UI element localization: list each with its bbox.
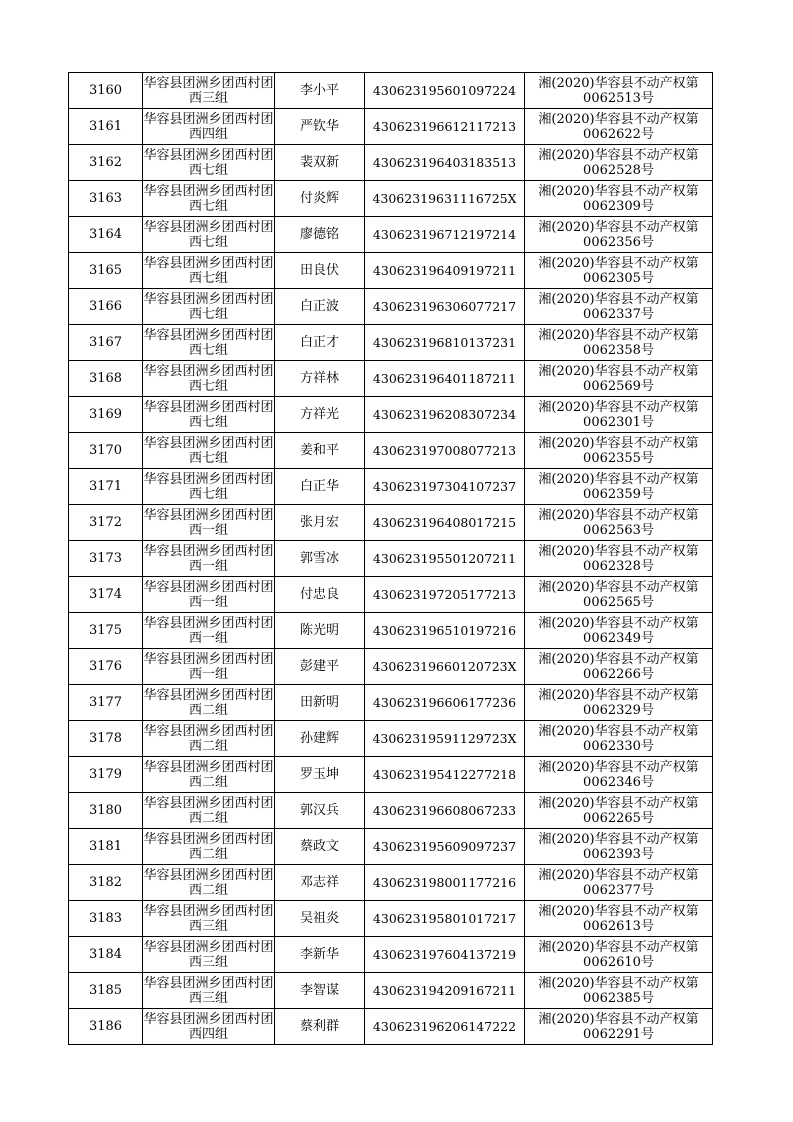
row-number-cell: 3167	[69, 325, 143, 361]
id-number-cell: 43062319591129723X	[365, 721, 525, 757]
table-row	[69, 865, 713, 901]
certificate-cell	[525, 829, 713, 865]
owner-name-cell: 邓志祥	[275, 865, 365, 901]
table-row	[69, 613, 713, 649]
row-number-cell: 3184	[69, 937, 143, 973]
row-number-cell: 3179	[69, 757, 143, 793]
address-cell: 华容县团洲乡团西村团西七组	[143, 361, 275, 397]
id-number-cell: 430623196206147222	[365, 1009, 525, 1045]
certificate-number: 0062291号	[583, 1026, 654, 1042]
address-cell: 华容县团洲乡团西村团西二组	[143, 829, 275, 865]
address-cell: 华容县团洲乡团西村团西七组	[143, 181, 275, 217]
certificate-cell	[525, 433, 713, 469]
certificate-prefix: 湘(2020)华容县不动产权第	[538, 399, 699, 415]
address-cell: 华容县团洲乡团西村团西二组	[143, 685, 275, 721]
certificate-number: 0062328号	[583, 558, 654, 574]
certificate-prefix: 湘(2020)华容县不动产权第	[538, 111, 699, 127]
row-number-cell: 3186	[69, 1009, 143, 1045]
certificate-prefix: 湘(2020)华容县不动产权第	[538, 147, 699, 163]
certificate-number: 0062305号	[583, 270, 654, 286]
table-row	[69, 253, 713, 289]
certificate-prefix: 湘(2020)华容县不动产权第	[538, 471, 699, 487]
certificate-cell	[525, 901, 713, 937]
id-number-cell: 430623197304107237	[365, 469, 525, 505]
table-row	[69, 721, 713, 757]
certificate-prefix: 湘(2020)华容县不动产权第	[538, 867, 699, 883]
certificate-number: 0062393号	[583, 846, 654, 862]
registry-table-body	[69, 73, 713, 1045]
table-row	[69, 505, 713, 541]
owner-name-cell: 李智谋	[275, 973, 365, 1009]
certificate-cell	[525, 181, 713, 217]
table-row	[69, 73, 713, 109]
certificate-number: 0062356号	[583, 234, 654, 250]
owner-name-cell: 田良伏	[275, 253, 365, 289]
registry-table-container	[68, 72, 712, 1045]
id-number-cell: 430623196712197214	[365, 217, 525, 253]
certificate-cell	[525, 289, 713, 325]
address-cell: 华容县团洲乡团西村团西三组	[143, 901, 275, 937]
id-number-cell: 430623196401187211	[365, 361, 525, 397]
certificate-number: 0062528号	[583, 162, 654, 178]
certificate-number: 0062622号	[583, 126, 654, 142]
table-row	[69, 469, 713, 505]
certificate-cell	[525, 685, 713, 721]
id-number-cell: 430623194209167211	[365, 973, 525, 1009]
certificate-cell	[525, 469, 713, 505]
certificate-prefix: 湘(2020)华容县不动产权第	[538, 795, 699, 811]
certificate-cell	[525, 217, 713, 253]
table-row	[69, 577, 713, 613]
owner-name-cell: 郭汉兵	[275, 793, 365, 829]
address-cell: 华容县团洲乡团西村团西七组	[143, 253, 275, 289]
row-number-cell: 3172	[69, 505, 143, 541]
certificate-number: 0062563号	[583, 522, 654, 538]
table-row	[69, 829, 713, 865]
address-cell: 华容县团洲乡团西村团西七组	[143, 289, 275, 325]
certificate-cell	[525, 757, 713, 793]
table-row	[69, 541, 713, 577]
owner-name-cell: 姜和平	[275, 433, 365, 469]
address-cell: 华容县团洲乡团西村团西四组	[143, 1009, 275, 1045]
id-number-cell: 430623197205177213	[365, 577, 525, 613]
row-number-cell: 3163	[69, 181, 143, 217]
certificate-prefix: 湘(2020)华容县不动产权第	[538, 219, 699, 235]
row-number-cell: 3180	[69, 793, 143, 829]
address-cell: 华容县团洲乡团西村团西三组	[143, 937, 275, 973]
owner-name-cell: 张月宏	[275, 505, 365, 541]
row-number-cell: 3173	[69, 541, 143, 577]
owner-name-cell: 李小平	[275, 73, 365, 109]
row-number-cell: 3185	[69, 973, 143, 1009]
certificate-prefix: 湘(2020)华容县不动产权第	[538, 291, 699, 307]
id-number-cell: 430623195501207211	[365, 541, 525, 577]
owner-name-cell: 陈光明	[275, 613, 365, 649]
certificate-prefix: 湘(2020)华容县不动产权第	[538, 687, 699, 703]
table-row	[69, 433, 713, 469]
owner-name-cell: 蔡利群	[275, 1009, 365, 1045]
certificate-cell	[525, 397, 713, 433]
certificate-number: 0062265号	[583, 810, 654, 826]
id-number-cell: 430623197008077213	[365, 433, 525, 469]
row-number-cell: 3182	[69, 865, 143, 901]
certificate-cell	[525, 721, 713, 757]
certificate-prefix: 湘(2020)华容县不动产权第	[538, 75, 699, 91]
address-cell: 华容县团洲乡团西村团西七组	[143, 397, 275, 433]
certificate-prefix: 湘(2020)华容县不动产权第	[538, 831, 699, 847]
certificate-cell	[525, 145, 713, 181]
certificate-cell	[525, 649, 713, 685]
address-cell: 华容县团洲乡团西村团西一组	[143, 649, 275, 685]
row-number-cell: 3174	[69, 577, 143, 613]
owner-name-cell: 孙建辉	[275, 721, 365, 757]
id-number-cell: 430623195412277218	[365, 757, 525, 793]
certificate-cell	[525, 361, 713, 397]
certificate-number: 0062330号	[583, 738, 654, 754]
owner-name-cell: 付忠良	[275, 577, 365, 613]
certificate-number: 0062301号	[583, 414, 654, 430]
id-number-cell: 430623196403183513	[365, 145, 525, 181]
row-number-cell: 3162	[69, 145, 143, 181]
address-cell: 华容县团洲乡团西村团西一组	[143, 505, 275, 541]
certificate-prefix: 湘(2020)华容县不动产权第	[538, 1011, 699, 1027]
table-row	[69, 649, 713, 685]
certificate-prefix: 湘(2020)华容县不动产权第	[538, 651, 699, 667]
table-row	[69, 757, 713, 793]
owner-name-cell: 吴祖炎	[275, 901, 365, 937]
address-cell: 华容县团洲乡团西村团西三组	[143, 973, 275, 1009]
row-number-cell: 3175	[69, 613, 143, 649]
certificate-number: 0062309号	[583, 198, 654, 214]
address-cell: 华容县团洲乡团西村团西一组	[143, 577, 275, 613]
certificate-cell	[525, 325, 713, 361]
owner-name-cell: 李新华	[275, 937, 365, 973]
certificate-number: 0062329号	[583, 702, 654, 718]
owner-name-cell: 白正才	[275, 325, 365, 361]
id-number-cell: 430623196606177236	[365, 685, 525, 721]
id-number-cell: 43062319660120723X	[365, 649, 525, 685]
certificate-cell	[525, 793, 713, 829]
table-row	[69, 325, 713, 361]
owner-name-cell: 方祥光	[275, 397, 365, 433]
address-cell: 华容县团洲乡团西村团西二组	[143, 865, 275, 901]
row-number-cell: 3183	[69, 901, 143, 937]
certificate-prefix: 湘(2020)华容县不动产权第	[538, 615, 699, 631]
address-cell: 华容县团洲乡团西村团西七组	[143, 325, 275, 361]
id-number-cell: 430623195601097224	[365, 73, 525, 109]
certificate-prefix: 湘(2020)华容县不动产权第	[538, 435, 699, 451]
certificate-prefix: 湘(2020)华容县不动产权第	[538, 327, 699, 343]
owner-name-cell: 彭建平	[275, 649, 365, 685]
certificate-cell	[525, 577, 713, 613]
owner-name-cell: 方祥林	[275, 361, 365, 397]
table-row	[69, 937, 713, 973]
address-cell: 华容县团洲乡团西村团西二组	[143, 757, 275, 793]
registry-table	[68, 72, 713, 1045]
row-number-cell: 3176	[69, 649, 143, 685]
certificate-prefix: 湘(2020)华容县不动产权第	[538, 759, 699, 775]
certificate-number: 0062569号	[583, 378, 654, 394]
certificate-number: 0062358号	[583, 342, 654, 358]
id-number-cell: 430623195801017217	[365, 901, 525, 937]
id-number-cell: 430623197604137219	[365, 937, 525, 973]
id-number-cell: 430623195609097237	[365, 829, 525, 865]
certificate-prefix: 湘(2020)华容县不动产权第	[538, 939, 699, 955]
certificate-number: 0062266号	[583, 666, 654, 682]
table-row	[69, 793, 713, 829]
certificate-prefix: 湘(2020)华容县不动产权第	[538, 903, 699, 919]
certificate-number: 0062613号	[583, 918, 654, 934]
table-row	[69, 289, 713, 325]
certificate-prefix: 湘(2020)华容县不动产权第	[538, 183, 699, 199]
row-number-cell: 3161	[69, 109, 143, 145]
certificate-cell	[525, 73, 713, 109]
certificate-prefix: 湘(2020)华容县不动产权第	[538, 723, 699, 739]
id-number-cell: 430623196408017215	[365, 505, 525, 541]
certificate-prefix: 湘(2020)华容县不动产权第	[538, 363, 699, 379]
owner-name-cell: 田新明	[275, 685, 365, 721]
certificate-cell	[525, 1009, 713, 1045]
address-cell: 华容县团洲乡团西村团西四组	[143, 109, 275, 145]
table-row	[69, 973, 713, 1009]
certificate-cell	[525, 541, 713, 577]
owner-name-cell: 付炎辉	[275, 181, 365, 217]
row-number-cell: 3165	[69, 253, 143, 289]
certificate-cell	[525, 613, 713, 649]
address-cell: 华容县团洲乡团西村团西二组	[143, 721, 275, 757]
certificate-number: 0062513号	[583, 90, 654, 106]
row-number-cell: 3178	[69, 721, 143, 757]
certificate-cell	[525, 937, 713, 973]
certificate-cell	[525, 253, 713, 289]
owner-name-cell: 蔡政文	[275, 829, 365, 865]
row-number-cell: 3168	[69, 361, 143, 397]
id-number-cell: 430623196612117213	[365, 109, 525, 145]
id-number-cell: 430623196306077217	[365, 289, 525, 325]
table-row	[69, 145, 713, 181]
table-row	[69, 217, 713, 253]
certificate-number: 0062355号	[583, 450, 654, 466]
owner-name-cell: 裴双新	[275, 145, 365, 181]
table-row	[69, 361, 713, 397]
certificate-prefix: 湘(2020)华容县不动产权第	[538, 975, 699, 991]
address-cell: 华容县团洲乡团西村团西七组	[143, 145, 275, 181]
certificate-cell	[525, 973, 713, 1009]
table-row	[69, 397, 713, 433]
row-number-cell: 3166	[69, 289, 143, 325]
row-number-cell: 3177	[69, 685, 143, 721]
table-row	[69, 1009, 713, 1045]
certificate-number: 0062349号	[583, 630, 654, 646]
row-number-cell: 3181	[69, 829, 143, 865]
row-number-cell: 3169	[69, 397, 143, 433]
owner-name-cell: 白正波	[275, 289, 365, 325]
row-number-cell: 3160	[69, 73, 143, 109]
certificate-number: 0062377号	[583, 882, 654, 898]
owner-name-cell: 郭雪冰	[275, 541, 365, 577]
table-row	[69, 901, 713, 937]
address-cell: 华容县团洲乡团西村团西七组	[143, 433, 275, 469]
certificate-number: 0062337号	[583, 306, 654, 322]
address-cell: 华容县团洲乡团西村团西七组	[143, 217, 275, 253]
id-number-cell: 430623196510197216	[365, 613, 525, 649]
certificate-number: 0062610号	[583, 954, 654, 970]
owner-name-cell: 白正华	[275, 469, 365, 505]
address-cell: 华容县团洲乡团西村团西一组	[143, 541, 275, 577]
table-row	[69, 109, 713, 145]
certificate-prefix: 湘(2020)华容县不动产权第	[538, 255, 699, 271]
certificate-number: 0062346号	[583, 774, 654, 790]
certificate-cell	[525, 505, 713, 541]
id-number-cell: 430623198001177216	[365, 865, 525, 901]
certificate-prefix: 湘(2020)华容县不动产权第	[538, 507, 699, 523]
id-number-cell: 430623196608067233	[365, 793, 525, 829]
address-cell: 华容县团洲乡团西村团西七组	[143, 469, 275, 505]
id-number-cell: 430623196409197211	[365, 253, 525, 289]
id-number-cell: 43062319631116725X	[365, 181, 525, 217]
address-cell: 华容县团洲乡团西村团西二组	[143, 793, 275, 829]
table-row	[69, 685, 713, 721]
table-row	[69, 181, 713, 217]
address-cell: 华容县团洲乡团西村团西三组	[143, 73, 275, 109]
owner-name-cell: 罗玉坤	[275, 757, 365, 793]
certificate-prefix: 湘(2020)华容县不动产权第	[538, 543, 699, 559]
id-number-cell: 430623196810137231	[365, 325, 525, 361]
certificate-number: 0062385号	[583, 990, 654, 1006]
certificate-number: 0062359号	[583, 486, 654, 502]
row-number-cell: 3171	[69, 469, 143, 505]
id-number-cell: 430623196208307234	[365, 397, 525, 433]
certificate-prefix: 湘(2020)华容县不动产权第	[538, 579, 699, 595]
address-cell: 华容县团洲乡团西村团西一组	[143, 613, 275, 649]
certificate-number: 0062565号	[583, 594, 654, 610]
owner-name-cell: 严钦华	[275, 109, 365, 145]
row-number-cell: 3170	[69, 433, 143, 469]
owner-name-cell: 廖德铭	[275, 217, 365, 253]
row-number-cell: 3164	[69, 217, 143, 253]
certificate-cell	[525, 109, 713, 145]
certificate-cell	[525, 865, 713, 901]
